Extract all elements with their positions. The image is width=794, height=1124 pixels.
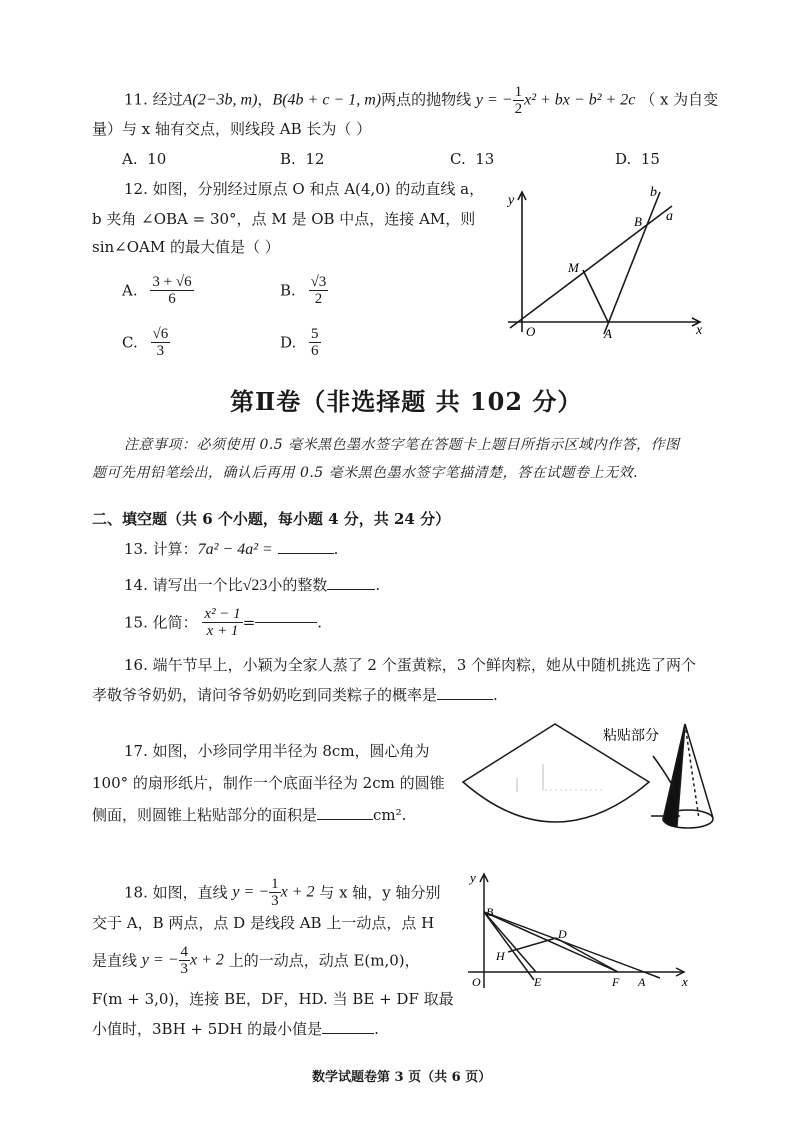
q17-cone-right — [685, 724, 713, 818]
q12-option-c-label: C. — [122, 333, 138, 352]
q17-line1: 17. 如图，小珍同学用半径为 8cm，圆心角为 — [124, 742, 430, 760]
section2-title: 第Ⅱ卷（非选择题 共 102 分） — [230, 387, 583, 416]
q14-blank[interactable] — [327, 589, 375, 590]
q18-line3-num: 4 — [180, 944, 188, 960]
q12-option-d — [280, 326, 321, 359]
q18-label-h: H — [496, 949, 505, 963]
q18-label-a: A — [638, 975, 646, 989]
q17-line3 — [92, 804, 406, 826]
q13-text: 13. 计算： — [124, 540, 198, 558]
q15-end: . — [317, 613, 323, 632]
q18-line1-rest: x + 2 — [280, 883, 315, 901]
q17-unit: cm². — [373, 806, 407, 824]
q18-line3 — [92, 944, 420, 977]
q11-line1 — [124, 84, 718, 117]
q13-end: . — [333, 540, 339, 558]
q18-line3-rest: x + 2 — [190, 951, 224, 969]
q11-option-c — [450, 150, 494, 168]
q18-line1-den: 3 — [271, 893, 279, 909]
q12-label-o: O — [526, 324, 536, 339]
q18-segment-df — [556, 938, 618, 972]
q11-sep: ， — [257, 90, 273, 109]
q12-line3: sin∠OAM 的最大值是（ ） — [92, 238, 280, 256]
q18-line5-text: 小值时，3BH + 5DH 的最小值是 — [92, 1020, 323, 1038]
q18-line4: F(m + 3,0)，连接 BE，DF，HD. 当 BE + DF 取最 — [92, 990, 454, 1008]
q12-line1: 12. 如图，分别经过原点 O 和点 A(4,0) 的动直线 a， — [124, 180, 485, 198]
q11-text-c: （ x 为自变 — [640, 90, 719, 109]
q12-option-a — [122, 274, 194, 307]
q12-option-c-den: 3 — [156, 343, 165, 359]
q11-option-a-label: A. — [122, 150, 138, 168]
q15-eq: = — [242, 613, 256, 632]
q12-option-c-num: √6 — [152, 326, 169, 342]
q18-label-y: y — [470, 870, 476, 885]
q18-label-e: E — [534, 975, 542, 989]
q18-end: . — [374, 1020, 379, 1038]
q11-frac — [513, 84, 525, 117]
q15-line — [124, 606, 322, 639]
q18-line1-end: 与 x 轴，y 轴分别 — [319, 883, 441, 902]
q15-num: x² − 1 — [204, 606, 241, 622]
q12-label-x: x — [696, 323, 703, 338]
q16-line2 — [92, 684, 498, 706]
q12-segment-am — [583, 270, 608, 322]
q13-expr: 7a² − 4a² = — [197, 541, 273, 558]
q12-option-a-den: 6 — [168, 291, 176, 307]
q17-label-pointer — [653, 756, 675, 790]
q12-option-a-label: A. — [122, 281, 138, 300]
q12-label-m: M — [568, 260, 579, 275]
q14-text2: 小的整数 — [267, 576, 328, 594]
q11-text-b: 两点的抛物线 — [381, 90, 472, 109]
q17-diagram — [455, 712, 765, 842]
q16-line1: 16. 端午节早上，小颖为全家人蒸了 2 个蛋黄粽，3 个鲜肉粽，她从中随机挑选了两个 — [124, 656, 697, 674]
q18-line-ab — [484, 912, 660, 978]
q11-option-d-value: 15 — [640, 150, 660, 168]
q11-option-d — [615, 150, 660, 168]
q13-blank[interactable] — [278, 553, 334, 554]
q18-line3-den: 3 — [180, 961, 188, 977]
q15-text: 15. 化简： — [124, 613, 198, 632]
q11-option-a-value: 10 — [147, 150, 167, 168]
q18-label-f: F — [612, 975, 620, 989]
q12-option-d-num: 5 — [311, 326, 319, 342]
q18-line3-frac — [179, 944, 191, 977]
q16-end: . — [493, 686, 498, 704]
q16-line2-text: 孝敬爷爷奶奶，请问爷爷奶奶吃到同类粽子的概率是 — [92, 686, 438, 704]
q18-line3-eq: y = − — [141, 951, 179, 969]
q15-blank[interactable] — [255, 622, 317, 623]
q12-label-y: y — [508, 193, 515, 208]
q11-frac-den: 2 — [514, 101, 523, 117]
q12-option-b-num: √3 — [310, 274, 327, 290]
section2-note-line1: 注意事项：必须使用 0.5 毫米黑色墨水签字笔在答题卡上题目所指示区域内作答，作图 — [124, 437, 680, 453]
q12-option-b — [280, 274, 328, 307]
q18-label-o: O — [472, 975, 481, 989]
q12-option-d-den: 6 — [311, 343, 319, 359]
q17-label: 粘贴部分 — [603, 728, 659, 744]
q18-line1-num: 1 — [271, 876, 279, 892]
q12-label-a-point: A — [604, 326, 612, 341]
q18-line3-text: 是直线 — [92, 951, 138, 970]
q17-blank[interactable] — [317, 819, 373, 820]
part2-heading: 二、填空题（共 6 个小题，每小题 4 分，共 24 分） — [92, 510, 451, 528]
q11-point-a: A(2−3b, m) — [182, 91, 258, 109]
q18-blank[interactable] — [322, 1033, 374, 1034]
q11-option-b-label: B. — [280, 150, 296, 168]
q12-line2: b 夹角 ∠OBA = 30°，点 M 是 OB 中点，连接 AM，则 — [92, 210, 476, 228]
q11-option-b-value: 12 — [305, 150, 325, 168]
q11-eq-rest: x² + bx − b² + 2c — [524, 91, 636, 109]
q14-line — [124, 574, 380, 597]
q17-line2: 100° 的扇形纸片，制作一个底面半径为 2cm 的圆锥 — [92, 774, 445, 792]
q11-intro: 11. 经过 — [124, 90, 183, 109]
q12-option-b-label: B. — [280, 281, 296, 300]
q12-diagram — [500, 182, 720, 346]
q12-option-b-frac — [309, 274, 329, 307]
q11-option-b — [280, 150, 324, 168]
q12-option-b-den: 2 — [314, 291, 323, 307]
q14-end: . — [375, 576, 381, 594]
q18-segment-bf — [484, 912, 618, 972]
q18-label-d: D — [558, 927, 567, 941]
q12-line-b — [604, 192, 660, 334]
q18-line3-end: 上的一动点，动点 E(m,0)， — [228, 951, 420, 970]
q18-label-x: x — [682, 974, 688, 989]
q14-text: 14. 请写出一个比 — [124, 576, 243, 594]
q18-diagram — [462, 868, 694, 996]
q17-line3-text: 侧面，则圆锥上粘贴部分的面积是 — [92, 806, 318, 824]
q12-label-b-point: B — [634, 214, 642, 229]
q11-option-c-value: 13 — [475, 150, 495, 168]
q18-segment-hd — [508, 938, 556, 952]
q15-frac — [202, 606, 242, 639]
q11-option-c-label: C. — [450, 150, 466, 168]
q12-option-d-label: D. — [280, 333, 297, 352]
q12-option-c — [122, 326, 170, 359]
q18-line2: 交于 A，B 两点，点 D 是线段 AB 上一动点，点 H — [92, 914, 435, 932]
q11-eq-y: y = − — [475, 91, 513, 109]
q12-option-a-frac — [150, 274, 193, 307]
q11-point-b: B(4b + c − 1, m) — [272, 91, 382, 109]
q11-option-d-label: D. — [615, 150, 632, 168]
q11-frac-num: 1 — [514, 84, 523, 100]
q12-option-d-frac — [309, 326, 321, 359]
q18-line5 — [92, 1018, 379, 1040]
q12-option-a-num: 3 + √6 — [152, 274, 192, 290]
q13-line — [124, 538, 338, 561]
q12-option-c-frac — [151, 326, 171, 359]
q11-line2: 量）与 x 轴有交点，则线段 AB 长为（ ） — [92, 120, 372, 138]
q15-den: x + 1 — [206, 623, 239, 639]
q18-label-b: B — [486, 905, 494, 919]
q14-root: √23 — [242, 577, 268, 594]
q18-line1-text: 18. 如图，直线 — [124, 883, 228, 902]
q11-option-a — [122, 150, 166, 168]
q17-cone-axis — [685, 724, 699, 819]
page-footer: 数学试题卷第 3 页（共 6 页） — [312, 1070, 492, 1085]
section2-note-line2: 题可先用铅笔绘出，确认后再用 0.5 毫米黑色墨水签字笔描清楚，答在试题卷上无效. — [92, 465, 639, 481]
q18-line1 — [124, 876, 441, 909]
q12-label-line-a: a — [666, 209, 673, 224]
q12-label-line-b: b — [650, 185, 657, 200]
q18-line1-frac — [269, 876, 281, 909]
q16-blank[interactable] — [437, 699, 493, 700]
q18-line1-eq: y = − — [232, 883, 270, 901]
